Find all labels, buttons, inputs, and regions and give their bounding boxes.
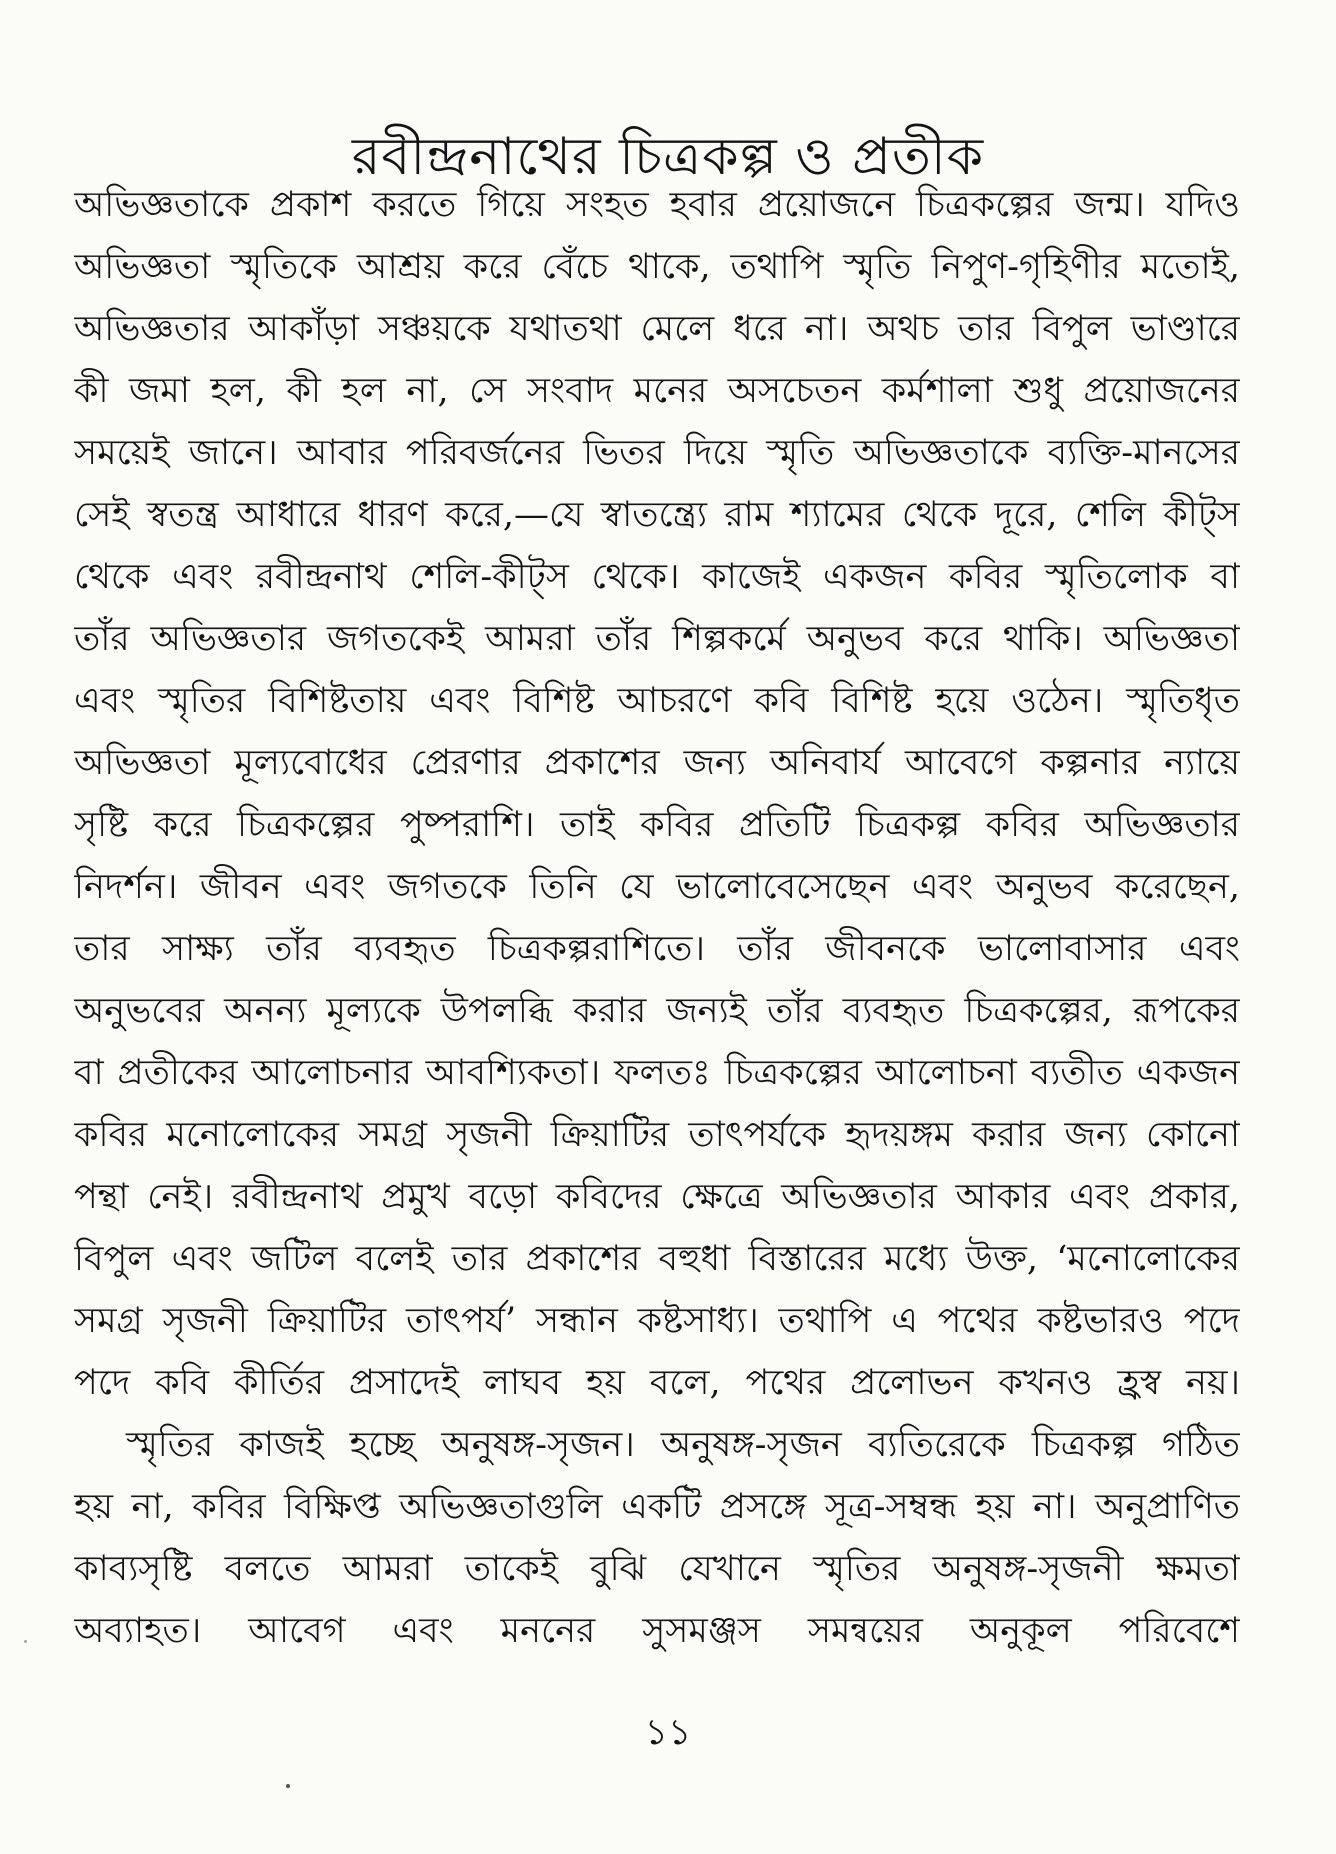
text-line: বা প্রতীকের আলোচনার আবশ্যিকতা। ফলতঃ চিত্রকল্পের আলোচনা ব্যতীত একজন [74,1053,1240,1093]
text-line: এবং স্মৃতির বিশিষ্টতায় এবং বিশিষ্ট আচরণে কবি বিশিষ্ট হয়ে ওঠেন। স্মৃতিধৃত [74,681,1240,721]
scan-speck [24,1640,27,1643]
text-line: তার সাক্ষ্য তাঁর ব্যবহৃত চিত্রকল্পরাশিতে। তাঁর জীবনকে ভালোবাসার এবং [74,929,1240,969]
text-line: পদে কবি কীর্তির প্রসাদেই লাঘব হয় বলে, পথের প্রলোভন কখনও হ্রস্ব নয়। [74,1363,1240,1403]
body-text [74,174,1240,1662]
text-line: কবির মনোলোকের সমগ্র সৃজনী ক্রিয়াটির তাৎপর্যকে হৃদয়ঙ্গম করার জন্য কোনো [74,1115,1240,1155]
text-line: অব্যাহত। আবেগ এবং মননের সুসমঞ্জস সমন্বয়ের অনুকূল পরিবেশে [74,1611,1240,1651]
text-line: পন্থা নেই। রবীন্দ্রনাথ প্রমুখ বড়ো কবিদের ক্ষেত্রে অভিজ্ঞতার আকার এবং প্রকার, [74,1177,1240,1217]
chapter-title: রবীন্দ্রনাথের চিত্রকল্প ও প্রতীক [351,126,985,187]
text-line: অভিজ্ঞতাকে প্রকাশ করতে গিয়ে সংহত হবার প্রয়োজনে চিত্রকল্পের জন্ম। যদিও [74,185,1240,225]
text-line: থেকে এবং রবীন্দ্রনাথ শেলি-কীট্‌স থেকে। কাজেই একজন কবির স্মৃতিলোক বা [74,557,1240,597]
page-number: ১১ [644,1712,692,1753]
text-line: তাঁর অভিজ্ঞতার জগতকেই আমরা তাঁর শিল্পকর্মে অনুভব করে থাকি। অভিজ্ঞতা [74,619,1240,659]
text-line: অভিজ্ঞতার আকাঁড়া সঞ্চয়কে যথাতথা মেলে ধরে না। অথচ তার বিপুল ভাণ্ডারে [74,309,1240,349]
text-line: কাব্যসৃষ্টি বলতে আমরা তাকেই বুঝি যেখানে স্মৃতির অনুষঙ্গ-সৃজনী ক্ষমতা [74,1549,1240,1589]
paragraph-start-line: স্মৃতির কাজই হচ্ছে অনুষঙ্গ-সৃজন। অনুষঙ্গ-সৃজন ব্যতিরেকে চিত্রকল্প গঠিত [126,1425,1240,1465]
text-line: হয় না, কবির বিক্ষিপ্ত অভিজ্ঞতাগুলি একটি প্রসঙ্গে সূত্র-সম্বন্ধ হয় না। অনুপ্রাণিত [74,1487,1240,1527]
text-line: অভিজ্ঞতা মূল্যবোধের প্রেরণার প্রকাশের জন্য অনিবার্য আবেগে কল্পনার ন্যায়ে [74,743,1240,783]
text-line: নিদর্শন। জীবন এবং জগতকে তিনি যে ভালোবেসেছেন এবং অনুভব করেছেন, [74,867,1240,907]
text-line: বিপুল এবং জটিল বলেই তার প্রকাশের বহুধা বিস্তারের মধ্যে উক্ত, ‘মনোলোকের [74,1239,1240,1279]
text-line: অভিজ্ঞতা স্মৃতিকে আশ্রয় করে বেঁচে থাকে, তথাপি স্মৃতি নিপুণ-গৃহিণীর মতোই, [74,247,1240,287]
text-line: সমগ্র সৃজনী ক্রিয়াটির তাৎপর্য’ সন্ধান কষ্টসাধ্য। তথাপি এ পথের কষ্টভারও পদে [74,1301,1240,1341]
scan-speck [286,1784,290,1788]
text-line: কী জমা হল, কী হল না, সে সংবাদ মনের অসচেতন কর্মশালা শুধু প্রয়োজনের [74,371,1240,411]
text-line: সেই স্বতন্ত্র আধারে ধারণ করে,—যে স্বাতন্ত্র্যে রাম শ্যামের থেকে দূরে, শেলি কীট্‌স [74,495,1240,535]
text-line: সময়েই জানে। আবার পরিবর্জনের ভিতর দিয়ে স্মৃতি অভিজ্ঞতাকে ব্যক্তি-মানসের [74,433,1240,473]
text-line: অনুভবের অনন্য মূল্যকে উপলব্ধি করার জন্যই তাঁর ব্যবহৃত চিত্রকল্পের, রূপকের [74,991,1240,1031]
text-line: সৃষ্টি করে চিত্রকল্পের পুষ্পরাশি। তাই কবির প্রতিটি চিত্রকল্প কবির অভিজ্ঞতার [74,805,1240,845]
